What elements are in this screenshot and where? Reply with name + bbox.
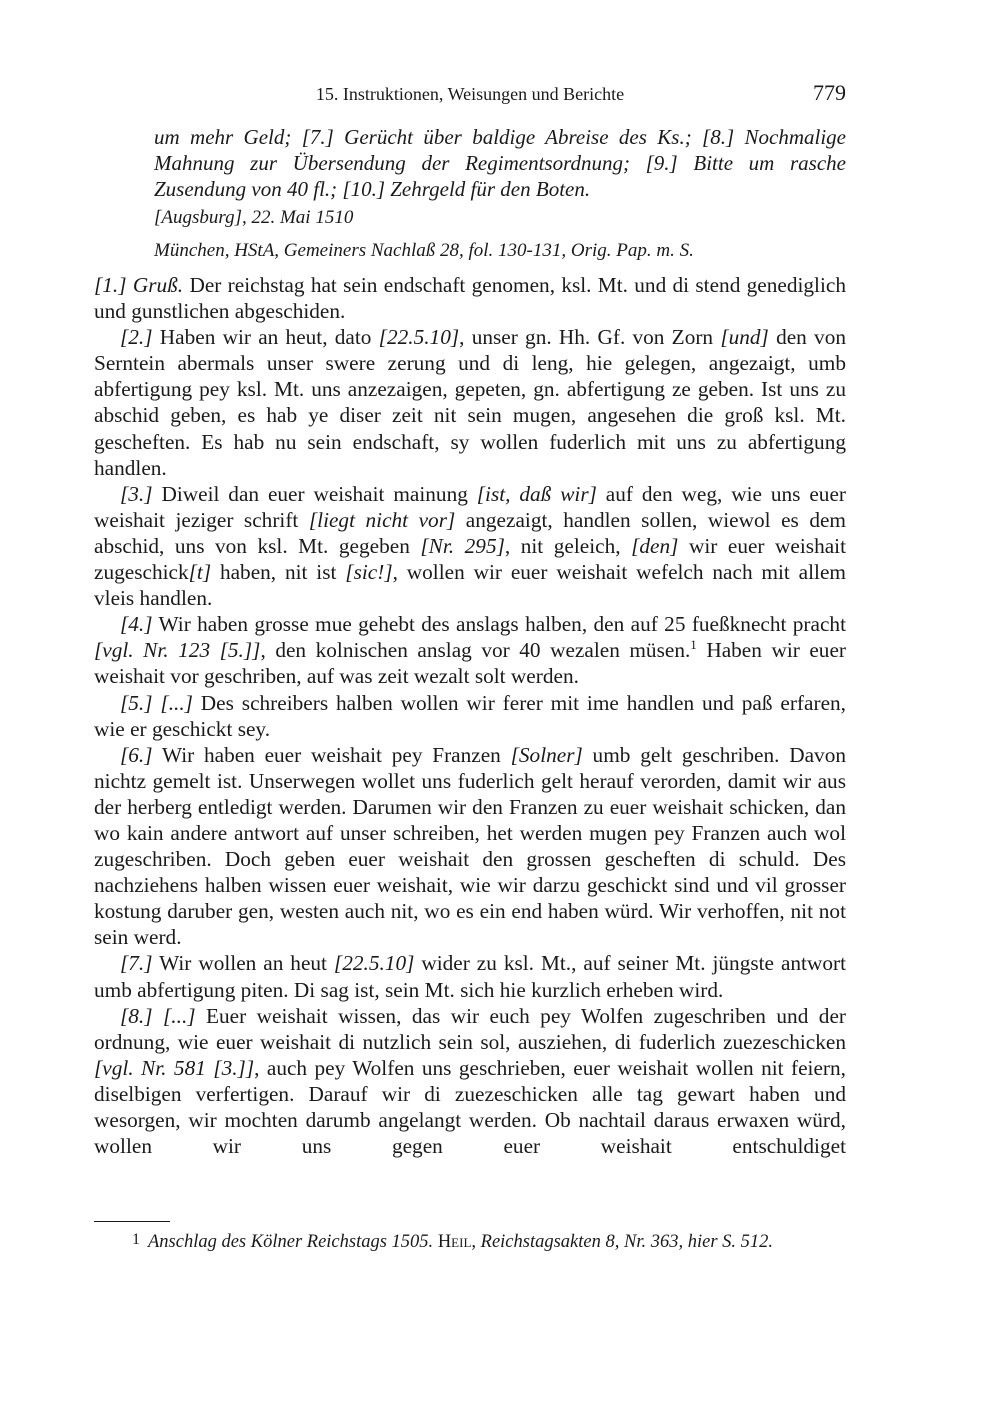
page-header — [94, 80, 846, 110]
footnote-marker[interactable]: 1 — [690, 637, 697, 653]
paragraph-label: [1.] Gruß. — [94, 273, 184, 297]
paragraph-label: [7.] — [120, 951, 153, 976]
running-title: 15. Instruktionen, Weisungen und Berichte — [315, 84, 625, 104]
paragraph-7: [7.] Wir wollen an heut [22.5.10] wider zu ksl. Mt., auf seiner Mt. jüngste antwort umb abfertigung piten. Di sag ist, sein Mt. sich hie kurzlich erheben wird. — [94, 951, 846, 1002]
paragraph-5: [5.] [...] Des schreibers halben wollen wir ferer mit ime handlen und paß erfaren, wie er geschickt sey. — [94, 690, 846, 741]
regest-text: um mehr Geld; [7.] Gerücht über baldige Abreise des Ks.; [8.] Nochmalige Mahnung zur Übersendung der Regimentsordnung; [9.] Bitte um rasche Zusendung von 40 fl.; [10.] Zehrgeld für den Boten. — [154, 125, 846, 201]
paragraph-label: [3.] — [120, 481, 153, 506]
paragraph-label: [8.] [...] — [120, 1003, 196, 1028]
paragraph-1: [1.] Gruß. Der reichstag hat sein endschaft genomen, ksl. Mt. und di stend genediglich und gunstlichen abgeschiden. — [94, 273, 846, 324]
paragraph-label: [2.] — [120, 325, 153, 350]
paragraph-label: [5.] [...] — [120, 690, 193, 715]
paragraph-label: [4.] — [120, 612, 153, 637]
footnote-rule — [94, 1221, 170, 1222]
paragraph-2: [2.] Haben wir an heut, dato [22.5.10], unser gn. Hh. Gf. von Zorn [und] den von Serntein abermals unser swere zerung und di leng, hie gelegen, angezaigt, umb abfertigung pey ksl. Mt. uns anzezaigen, gepeten, gn. abfertigung ze geben. Ist uns zu abschid geben, es hab ye diser zeit nit sein mugen, angesehen die groß ksl. Mt. gescheften. Es hab nu sein endschaft, sy wollen fuderlich mit uns zu abfertigung handlen. — [94, 325, 846, 480]
regest-summary — [154, 124, 846, 202]
paragraph-label: [6.] — [120, 742, 153, 767]
paragraph-6: [6.] Wir haben euer weishait pey Franzen [Solner] umb gelt geschriben. Davon nichtz gemelt ist. Unserwegen wollet uns fuderlich gelt herauf verorden, damit wir aus der herberg entledigt werden. Darumen wir den Franzen zu euer weishait schicken, dan wo kain andere antwort auf unser schreiben, het werden mugen pey Franzen auch wol zugeschriben. Doch geben euer weishait den grossen gescheften di schuld. Des nachziehens halben wissen euer weishait, wie wir darzu geschickt sind und vil grosser kostung daruber gen, westen auch nit, wo es ein end haben würd. Wir verhoffen, nit not sein werd. — [94, 742, 847, 950]
footnote-number: 1 — [132, 1231, 140, 1248]
document-date: [Augsburg], 22. Mai 1510 — [154, 207, 354, 228]
paragraph-3: [3.] Diweil dan euer weishait mainung [ist, daß wir] auf den weg, wie uns euer weishait jeziger schrift [liegt nicht vor] angezaigt, handlen sollen, wiewol es dem abschid, uns von ksl. Mt. gegeben [Nr. 295], nit geleich, [den] wir euer weishait zugeschick[t] haben, nit ist [sic!], wollen wir euer weishait wefelch nach mit allem vleis handlen. — [94, 481, 847, 611]
archival-source: München, HStA, Gemeiners Nachlaß 28, fol. 130-131, Orig. Pap. m. S. — [154, 240, 694, 261]
paragraph-4: [4.] Wir haben grosse mue gehebt des anslags halben, den auf 25 fueßknecht pracht [vgl. Nr. 123 [5.]], den kolnischen anslag vor 40 wezalen müsen.$^1$ Haben wir euer weishait vor geschriben, auf was zeit wezalt solt werden. — [94, 612, 847, 689]
page-number: 779 — [813, 80, 846, 105]
document-body — [94, 272, 846, 1159]
footnote-1: 1 Anschlag des Kölner Reichstags 1505. Heil, Reichstagsakten 8, Nr. 363, hier S. 512. — [94, 1228, 846, 1254]
paragraph-8: [8.] [...] Euer weishait wissen, das wir euch pey Wolfen zugeschriben und der ordnung, wie euer weishait di nutzlich sein sol, ausziehen, di fuderlich zuezeschicken [vgl. Nr. 581 [3.]], auch pey Wolfen uns geschrieben, euer weishait wollen nit feiern, diselbigen verfertigen. Darauf wir di zuezeschicken alle tag gewart haben und wesorgen, wir mochten darumb angelangt werden. Ob nachtail daraus erwaxen würd, wollen wir uns gegen euer weishait entschuldiget — [94, 1003, 847, 1159]
footnote-author: Heil — [437, 1232, 472, 1252]
